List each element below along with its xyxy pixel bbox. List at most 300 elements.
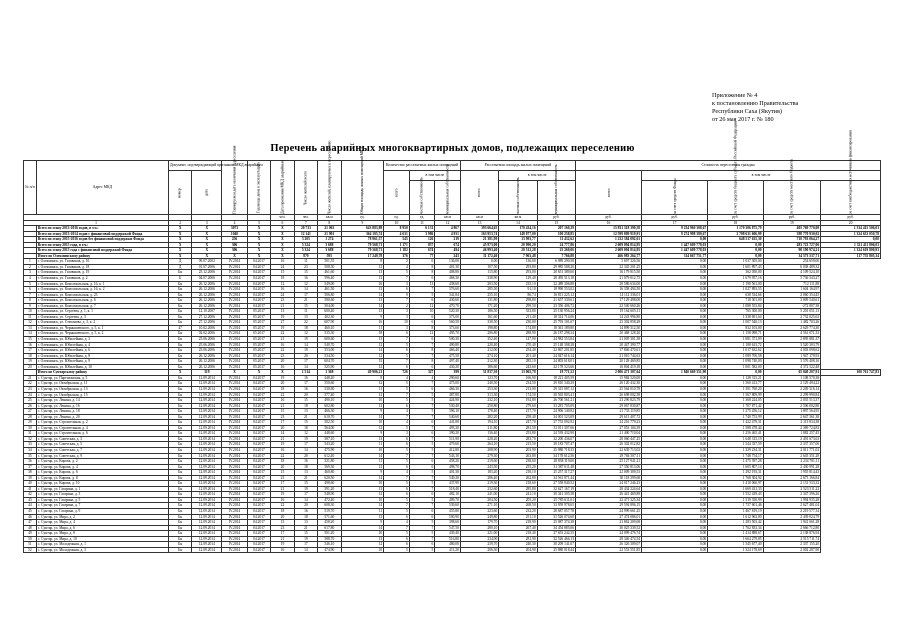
table-cell: 240,50 bbox=[460, 381, 498, 387]
table-cell: 497,40 bbox=[435, 359, 461, 365]
table-cell: 26 bbox=[24, 403, 37, 409]
table-cell: с. Сунтар, ул. Мира, д. 8 bbox=[36, 531, 168, 537]
table-cell: г. Олекминск, ул. Чернышевского, д. 5, к. 2 bbox=[36, 331, 168, 337]
table-cell: Бн bbox=[168, 364, 191, 370]
table-cell: 24 bbox=[271, 264, 294, 270]
table-cell: 100 761 747,83 bbox=[821, 370, 881, 376]
table-cell: 04.2017 bbox=[247, 270, 270, 276]
table-cell: 15 bbox=[294, 303, 317, 309]
table-cell: 12.09.2014 bbox=[192, 403, 222, 409]
table-cell: 26 120 432,30 bbox=[576, 381, 642, 387]
table-cell: 32 200 436,07 bbox=[537, 436, 575, 442]
table-cell: 12.09.2014 bbox=[192, 459, 222, 465]
table-cell: 19 bbox=[271, 542, 294, 548]
table-cell: 77 bbox=[409, 253, 435, 259]
table-cell: 2 347 396,26 bbox=[763, 492, 821, 498]
table-cell: 3 688 bbox=[318, 248, 341, 254]
table-cell: IV.2014 bbox=[222, 287, 248, 293]
table-cell: 238,60 bbox=[499, 459, 537, 465]
table-cell: 32 bbox=[24, 436, 37, 442]
table-cell: 458,20 bbox=[435, 459, 461, 465]
col-count-municipal: муниципальная собственность bbox=[435, 181, 461, 215]
table-cell: Д bbox=[168, 259, 191, 265]
table-cell: 05.2017 bbox=[247, 359, 270, 365]
table-cell: IV.2014 bbox=[222, 270, 248, 276]
table-cell: 6 bbox=[409, 337, 435, 343]
table-cell: 15 bbox=[294, 531, 317, 537]
table-cell: 6 038 489,32 bbox=[763, 264, 821, 270]
table-cell: 23 bbox=[271, 298, 294, 304]
table-cell: 12 bbox=[341, 342, 384, 348]
table-cell: 0,00 bbox=[642, 459, 708, 465]
table-cell: 2 523 511,22 bbox=[763, 486, 821, 492]
table-cell: 14 bbox=[341, 414, 384, 420]
table-cell: Бн bbox=[168, 348, 191, 354]
table-cell: 21 bbox=[24, 375, 37, 381]
table-cell: 3 520 303,79 bbox=[763, 342, 821, 348]
table-cell: 466,30 bbox=[435, 386, 461, 392]
table-cell: с. Сунтар, ул. Гагарина, д. 1 bbox=[36, 486, 168, 492]
table-cell: 1 740 753,99 bbox=[708, 414, 763, 420]
table-cell: 1 324 178,69 bbox=[708, 547, 763, 553]
col-cost-local: за счет средств местного бюджета bbox=[763, 181, 821, 215]
table-cell: 1 447 609 778,03 bbox=[642, 248, 708, 254]
table-cell: 283,70 bbox=[499, 436, 537, 442]
table-cell: 14 bbox=[294, 547, 317, 553]
table-cell: 2 002 287,90 bbox=[763, 547, 821, 553]
table-cell: 91,10 bbox=[499, 287, 537, 293]
table-cell: 12.09.2014 bbox=[192, 547, 222, 553]
table-cell: 0,00 bbox=[642, 337, 708, 343]
table-cell: IV.2014 bbox=[222, 503, 248, 509]
table-cell: Х bbox=[168, 242, 191, 248]
table-cell: 408,80 bbox=[435, 270, 461, 276]
table-cell: 7 bbox=[384, 525, 410, 531]
table-cell: IV.2014 bbox=[222, 470, 248, 476]
table-cell: 12.09.2014 bbox=[192, 420, 222, 426]
table-cell: 8 bbox=[409, 325, 435, 331]
table-cell: 12.09.2014 bbox=[192, 375, 222, 381]
table-cell: IV.2014 bbox=[222, 542, 248, 548]
table-cell: 1 514 bbox=[294, 370, 317, 376]
table-cell: 12.09.2014 bbox=[192, 475, 222, 481]
approval-block bbox=[712, 92, 852, 124]
table-cell: 16 bbox=[271, 447, 294, 453]
table-cell: 0,00 bbox=[642, 314, 708, 320]
table-cell: Бн bbox=[168, 492, 191, 498]
table-cell: 364 105,74 bbox=[341, 231, 384, 237]
table-cell: 25 087 374,38 bbox=[537, 520, 575, 526]
table-cell: 6 bbox=[384, 331, 410, 337]
table-cell: 0,00 bbox=[642, 531, 708, 537]
table-cell: 26.12.2006 bbox=[192, 303, 222, 309]
table-cell: с. Сунтар, ул. Мира, д. 2 bbox=[36, 514, 168, 520]
table-cell: 21 079 012,75 bbox=[576, 276, 642, 282]
table-cell: 6 bbox=[409, 276, 435, 282]
table-cell: 1 321 411 806,03 bbox=[821, 242, 881, 248]
table-cell: 5 bbox=[409, 481, 435, 487]
table-cell: 461,60 bbox=[318, 270, 341, 276]
table-cell: 25.12.2006 bbox=[192, 270, 222, 276]
table-cell: 0,00 bbox=[642, 442, 708, 448]
table-cell: Бн bbox=[168, 453, 191, 459]
table-cell: 285,80 bbox=[499, 486, 537, 492]
table-cell: Бн bbox=[168, 525, 191, 531]
table-cell: 20 bbox=[294, 392, 317, 398]
table-cell: 1 274 bbox=[318, 237, 341, 243]
table-cell: 466,30 bbox=[318, 409, 341, 415]
col-total-area: Общая площадь жилых помещений МКД bbox=[341, 161, 384, 215]
table-cell: 24 803 618,01 bbox=[537, 359, 575, 365]
table-cell: 12.09.2014 bbox=[192, 392, 222, 398]
table-cell: 10 bbox=[341, 398, 384, 404]
table-cell: 1 128 315,21 bbox=[708, 375, 763, 381]
table-cell: 05.2017 bbox=[247, 353, 270, 359]
column-number-cell: 11 bbox=[409, 220, 435, 226]
table-cell: 126 bbox=[409, 237, 435, 243]
table-cell: 241,10 bbox=[499, 492, 537, 498]
table-cell: Х bbox=[271, 248, 294, 254]
table-cell: г. Олекминск, ул. Комсомольская, д. 16, к. 1 bbox=[36, 281, 168, 287]
table-cell: 22 471 325,34 bbox=[576, 497, 642, 503]
table-cell: 298,80 bbox=[499, 298, 537, 304]
table-cell: 174,80 bbox=[499, 325, 537, 331]
table-cell: 870 bbox=[294, 253, 317, 259]
table-cell: 14 bbox=[294, 364, 317, 370]
table-cell: 12.09.2014 bbox=[192, 470, 222, 476]
table-cell: 45 bbox=[24, 508, 37, 514]
table-cell: 0,00 bbox=[460, 259, 498, 265]
table-cell: с. Сунтар, ул. Советская, д. 5 bbox=[36, 442, 168, 448]
table-cell: Бн bbox=[168, 508, 191, 514]
table-cell: г. Олекминск, ул. Сергеева, д. 3 bbox=[36, 314, 168, 320]
table-cell: 525,90 bbox=[318, 364, 341, 370]
table-cell: 437,90 bbox=[435, 481, 461, 487]
table-cell: 0,00 bbox=[642, 453, 708, 459]
table-cell: 19 bbox=[294, 486, 317, 492]
table-cell: 612,40 bbox=[318, 453, 341, 459]
table-cell: 240,30 bbox=[499, 542, 537, 548]
table-cell: 1 545 677,40 bbox=[708, 542, 763, 548]
table-cell: 26.12.2006 bbox=[192, 287, 222, 293]
table-cell: 5 bbox=[384, 531, 410, 537]
table-cell: с. Сунтар, ул. Октябрьская, д. 15 bbox=[36, 392, 168, 398]
table-cell: 243,60 bbox=[499, 364, 537, 370]
table-cell: 1 501 760,20 bbox=[708, 386, 763, 392]
table-cell: 545 bbox=[384, 237, 410, 243]
table-cell: IV.2014 bbox=[222, 531, 248, 537]
table-cell: с. Сунтар, ул. Кирова, д. 8 bbox=[36, 475, 168, 481]
table-cell: IV.2014 bbox=[222, 492, 248, 498]
table-cell: 0,00 bbox=[642, 547, 708, 553]
table-cell: 268,50 bbox=[499, 503, 537, 509]
table-cell: 22 540 660,26 bbox=[576, 303, 642, 309]
table-cell: 15 bbox=[271, 409, 294, 415]
table-cell: 12.10.2007 bbox=[192, 309, 222, 315]
table-cell: с. Сунтар, ул. Мира, д. 6 bbox=[36, 525, 168, 531]
table-cell: 0,00 bbox=[821, 237, 881, 243]
table-cell: Бн bbox=[168, 381, 191, 387]
table-cell: Бн bbox=[168, 514, 191, 520]
table-cell: 203,50 bbox=[460, 281, 498, 287]
table-cell: 18 990 553,02 bbox=[537, 287, 575, 293]
table-cell: 29 613 407,72 bbox=[576, 414, 642, 420]
table-cell: 207 160,29 bbox=[537, 226, 575, 232]
table-cell: 12.09.2014 bbox=[192, 398, 222, 404]
table-cell: 21 bbox=[294, 298, 317, 304]
table-cell: 206,30 bbox=[460, 547, 498, 553]
table-cell: 401,30 bbox=[435, 264, 461, 270]
table-cell: Бн bbox=[168, 486, 191, 492]
table-cell: 519,70 bbox=[318, 508, 341, 514]
table-cell: Х bbox=[168, 226, 191, 232]
unit-cell: руб. bbox=[642, 215, 708, 221]
table-cell: Бн bbox=[168, 353, 191, 359]
table-cell: 1 422 479,31 bbox=[708, 420, 763, 426]
table-cell: 4 372 522,48 bbox=[763, 364, 821, 370]
table-cell: 23 302 858,28 bbox=[576, 320, 642, 326]
table-cell: IV.2014 bbox=[222, 464, 248, 470]
table-cell: 12.09.2014 bbox=[192, 497, 222, 503]
table-cell: 12.09.2014 bbox=[192, 514, 222, 520]
table-cell: 5 bbox=[409, 392, 435, 398]
table-cell: 474,90 bbox=[318, 547, 341, 553]
table-cell: 16 bbox=[294, 508, 317, 514]
table-cell: 28 060 447,25 bbox=[576, 436, 642, 442]
table-cell: 4 109 524,10 bbox=[763, 270, 821, 276]
table-cell: 543,20 bbox=[318, 442, 341, 448]
table-cell: 48 bbox=[24, 525, 37, 531]
table-cell: 7 bbox=[384, 475, 410, 481]
table-cell: 1 737 601,46 bbox=[708, 503, 763, 509]
unit-cell: чел. bbox=[271, 215, 294, 221]
table-cell: 13 bbox=[294, 314, 317, 320]
table-cell: 4 bbox=[384, 409, 410, 415]
table-cell: 243 bbox=[435, 253, 461, 259]
table-cell: 14 899 312,50 bbox=[576, 325, 642, 331]
table-cell: 13 bbox=[24, 325, 37, 331]
table-cell: 674 bbox=[435, 242, 461, 248]
table-cell: 136,00 bbox=[499, 259, 537, 265]
table-cell: 13 065,78 bbox=[499, 370, 537, 376]
table-cell: 1 840 669 351,90 bbox=[642, 370, 708, 376]
table-cell: 17 bbox=[271, 531, 294, 537]
table-cell: 530,90 bbox=[318, 386, 341, 392]
table-cell: 21 381,99 bbox=[460, 237, 498, 243]
table-cell: 3 205 bbox=[294, 237, 317, 243]
table-cell: IV.2014 bbox=[222, 520, 248, 526]
table-cell: 8 bbox=[24, 298, 37, 304]
table-cell: 21 063 bbox=[318, 226, 341, 232]
table-cell: Бн bbox=[168, 392, 191, 398]
table-cell: 19 bbox=[271, 375, 294, 381]
column-number-cell: 16 bbox=[576, 220, 642, 226]
table-cell: 564,00 bbox=[318, 425, 341, 431]
table-cell: 11 bbox=[24, 314, 37, 320]
table-cell: 5 bbox=[384, 381, 410, 387]
table-cell: 293,80 bbox=[499, 264, 537, 270]
table-cell: 24 099 476,74 bbox=[576, 531, 642, 537]
unit-cell: ед. bbox=[384, 215, 410, 221]
table-cell: 2 035 513,37 bbox=[763, 398, 821, 404]
table-cell: 04.2017 bbox=[247, 547, 270, 553]
table-cell: IV.2014 bbox=[222, 359, 248, 365]
table-cell: 24 539 432,90 bbox=[537, 431, 575, 437]
table-cell: 5 324 bbox=[294, 248, 317, 254]
table-cell: 10.02.2006 bbox=[192, 325, 222, 331]
table-cell: 136,00 bbox=[435, 259, 461, 265]
table-cell: 218,10 bbox=[499, 470, 537, 476]
table-cell: 520,30 bbox=[435, 309, 461, 315]
table-cell: 183,20 bbox=[460, 470, 498, 476]
table-cell: 352,40 bbox=[460, 337, 498, 343]
table-cell: 19 bbox=[294, 348, 317, 354]
table-cell: г. Олекминск, ул. Юбилейная, д. 9 bbox=[36, 359, 168, 365]
table-cell: 390,20 bbox=[435, 431, 461, 437]
table-cell: 1 475 397,28 bbox=[708, 459, 763, 465]
table-cell: 402,30 bbox=[318, 314, 341, 320]
table-cell: 0,00 bbox=[642, 259, 708, 265]
table-cell: 577,40 bbox=[318, 392, 341, 398]
table-cell: 204,90 bbox=[499, 547, 537, 553]
table-cell: 264,10 bbox=[460, 442, 498, 448]
table-cell: 219,30 bbox=[460, 481, 498, 487]
table-cell: 587,10 bbox=[318, 436, 341, 442]
table-cell: 279,60 bbox=[499, 403, 537, 409]
table-cell: 0,00 bbox=[642, 520, 708, 526]
table-cell: 115,80 bbox=[460, 270, 498, 276]
table-cell: 14 bbox=[341, 475, 384, 481]
table-cell: 2 249 316,14 bbox=[763, 386, 821, 392]
table-cell: Д bbox=[168, 264, 191, 270]
table-cell: IV.2014 bbox=[222, 442, 248, 448]
table-cell: 1 679 957,16 bbox=[708, 276, 763, 282]
table-cell: 534,50 bbox=[318, 353, 341, 359]
table-cell: Бн bbox=[168, 442, 191, 448]
table-cell: 20 bbox=[24, 364, 37, 370]
table-cell: Х bbox=[192, 253, 222, 259]
table-cell: 5 bbox=[409, 520, 435, 526]
table-cell: 131,80 bbox=[460, 298, 498, 304]
table-cell: 595 bbox=[318, 253, 341, 259]
table-cell: 19 bbox=[271, 442, 294, 448]
table-cell: IV.2014 bbox=[222, 292, 248, 298]
table-cell: 28 687 057,78 bbox=[537, 508, 575, 514]
table-cell: 12.09.2014 bbox=[192, 431, 222, 437]
table-cell: 198,80 bbox=[460, 325, 498, 331]
table-cell: 12.09.2014 bbox=[192, 386, 222, 392]
table-cell: 04.2017 bbox=[247, 492, 270, 498]
col-cost-fund: за счет средств Фонда bbox=[642, 181, 708, 215]
table-cell: 1 482 703,26 bbox=[763, 320, 821, 326]
table-cell: 18 221 405,59 bbox=[537, 375, 575, 381]
table-cell: Бн bbox=[168, 481, 191, 487]
table-cell: 5 bbox=[384, 547, 410, 553]
table-cell: 7 bbox=[409, 381, 435, 387]
table-cell: 306 bbox=[222, 248, 248, 254]
table-cell: 23 bbox=[271, 525, 294, 531]
approval-line-2: к постановлению Правительства bbox=[712, 100, 799, 107]
table-cell: 19 bbox=[271, 325, 294, 331]
table-cell: 468,30 bbox=[435, 276, 461, 282]
unit-cell: кв.м bbox=[460, 215, 498, 221]
table-cell: 14 bbox=[341, 292, 384, 298]
table-cell: с. Сунтар, ул. Октябрьская, д. 11 bbox=[36, 381, 168, 387]
table-cell: 290,60 bbox=[435, 375, 461, 381]
table-cell: 14 bbox=[294, 342, 317, 348]
col-count-private: частная собственность bbox=[409, 181, 435, 215]
table-cell: 20 128 469,85 bbox=[576, 359, 642, 365]
table-cell: Бн bbox=[168, 503, 191, 509]
table-cell: 23 356 406,72 bbox=[537, 303, 575, 309]
table-cell: 7 bbox=[409, 475, 435, 481]
table-cell: 05.2017 bbox=[247, 331, 270, 337]
table-cell: 12 bbox=[341, 264, 384, 270]
table-cell: г. Олекминск, ул. Степанова, д. 3, к. 2 bbox=[36, 320, 168, 326]
table-cell: Х bbox=[168, 370, 191, 376]
table-cell: 0,00 bbox=[708, 242, 763, 248]
column-number-cell: 6 bbox=[271, 220, 294, 226]
table-cell: 5 324 bbox=[294, 242, 317, 248]
table-cell: 6 bbox=[409, 431, 435, 437]
table-cell: 6 bbox=[384, 492, 410, 498]
table-cell: 0,00 bbox=[642, 464, 708, 470]
table-cell: 34 bbox=[24, 447, 37, 453]
table-cell: IV.2014 bbox=[222, 536, 248, 542]
table-cell: Бн bbox=[168, 547, 191, 553]
table-cell: 0,00 bbox=[642, 514, 708, 520]
table-cell: г. Олекминск, ул. Чернышевского, д. 5, к. 1 bbox=[36, 325, 168, 331]
table-cell: 1 180 613,72 bbox=[708, 342, 763, 348]
table-cell: 218,40 bbox=[499, 531, 537, 537]
table-cell: 22 639 713,02 bbox=[576, 447, 642, 453]
table-cell: 21 bbox=[271, 303, 294, 309]
table-cell: с. Сунтар, ул. Строительная, д. 6 bbox=[36, 431, 168, 437]
table-cell: 535,30 bbox=[318, 331, 341, 337]
table-cell: 239,70 bbox=[460, 542, 498, 548]
table-cell: 04.2017 bbox=[247, 514, 270, 520]
table-cell: 373,60 bbox=[435, 325, 461, 331]
column-number-cell: 4 bbox=[222, 220, 248, 226]
table-cell: 8 bbox=[409, 348, 435, 354]
table-cell: 215,50 bbox=[499, 442, 537, 448]
table-cell: 0,00 bbox=[642, 403, 708, 409]
table-cell: 25 880 018,44 bbox=[537, 547, 575, 553]
table-cell: 5 bbox=[409, 409, 435, 415]
table-cell: 28 bbox=[24, 414, 37, 420]
table-cell: 19 bbox=[294, 436, 317, 442]
table-cell: Всего по этапу 2013-2014 годов с финансовой поддержкой Фонда bbox=[36, 231, 168, 237]
table-cell: 235,10 bbox=[499, 281, 537, 287]
table-cell: 22 bbox=[24, 381, 37, 387]
table-cell: 1 089 700,58 bbox=[708, 353, 763, 359]
table-cell: 23 bbox=[271, 414, 294, 420]
table-cell: 04.2017 bbox=[247, 436, 270, 442]
table-cell: 186,60 bbox=[460, 364, 498, 370]
table-cell: 6 bbox=[384, 536, 410, 542]
table-cell: 20 990,20 bbox=[499, 242, 537, 248]
table-cell: 2 234 781,11 bbox=[763, 459, 821, 465]
table-cell: 30 118 399,68 bbox=[576, 475, 642, 481]
table-cell: 0,00 bbox=[642, 353, 708, 359]
table-cell: 29 315 087,12 bbox=[537, 386, 575, 392]
table-cell: 4 bbox=[384, 264, 410, 270]
table-cell: 270,40 bbox=[499, 342, 537, 348]
table-cell: 27.12.2006 bbox=[192, 314, 222, 320]
table-cell: 521,80 bbox=[318, 459, 341, 465]
table-cell: 04.2017 bbox=[247, 375, 270, 381]
table-cell: 7 bbox=[409, 353, 435, 359]
